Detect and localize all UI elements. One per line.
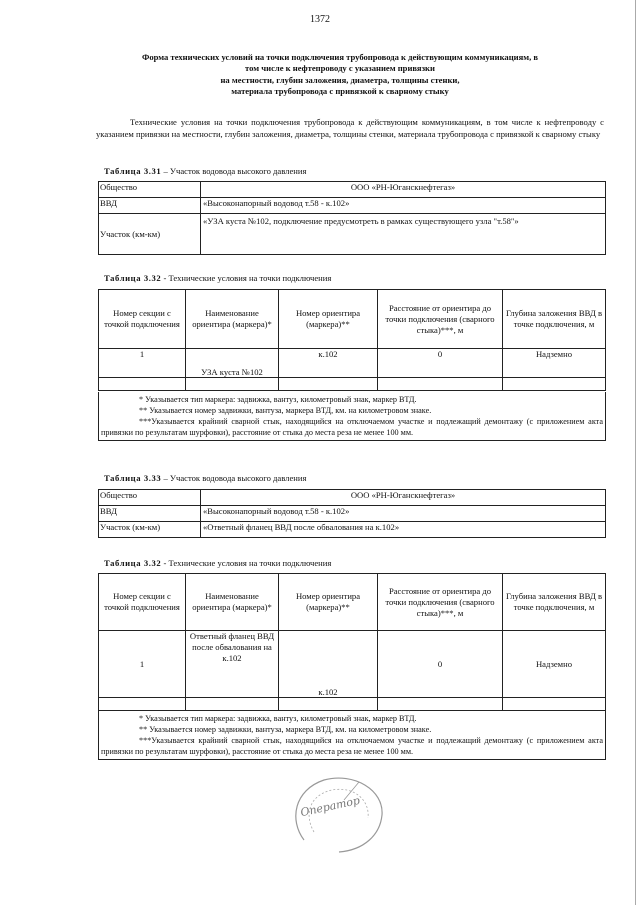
table-cell: «Высоконапорный водовод т.58 - к.102» <box>201 506 606 522</box>
table-row <box>99 631 606 698</box>
column-header: Наименование ориентира (маркера)* <box>186 574 279 631</box>
table-cell: 0 <box>378 349 503 378</box>
table-header-row <box>99 290 606 349</box>
table-row <box>99 522 606 538</box>
column-header: Номер секции с точкой подключения <box>99 290 186 349</box>
table-caption-text: - Технические условия на точки подключения <box>161 558 332 568</box>
table-row <box>99 198 606 214</box>
table-row <box>99 214 606 255</box>
table-cell <box>99 378 186 391</box>
table-cell: ВВД <box>99 198 201 214</box>
column-header: Глубина заложения ВВД в точке подключения, м <box>503 290 606 349</box>
footnote: ***Указывается крайний сварной стык, находящийся на отключаемом участке и подлежащий демонтажу (с приложением акта привязки по результатам шурфовки), расстояние от стыка до места реза не менее 100 мм. <box>101 736 603 756</box>
table-cell: ВВД <box>99 506 201 522</box>
page-number: 1372 <box>310 14 330 25</box>
table-cell <box>186 378 279 391</box>
column-header: Глубина заложения ВВД в точке подключения, м <box>503 574 606 631</box>
table-label: Таблица 3.31 <box>104 166 162 176</box>
table-cell: ООО «РН-Юганскнефтегаз» <box>201 490 606 506</box>
document-title <box>80 52 600 97</box>
table-cell: «Ответный фланец ВВД после обвалования на к.102» <box>201 522 606 538</box>
footnotes-block <box>98 392 606 441</box>
table-cell: Общество <box>99 490 201 506</box>
table-row <box>99 182 606 198</box>
table-cell: Участок (км-км) <box>99 522 201 538</box>
footnote: * Указывается тип маркера: задвижка, вантуз, километровый знак, маркер ВТД. <box>139 395 417 404</box>
scan-edge <box>635 0 636 905</box>
table-caption <box>104 273 331 283</box>
table-cell <box>99 698 186 711</box>
table-cell: к.102 <box>279 631 378 698</box>
table-3-33 <box>98 489 606 538</box>
column-header: Номер ориентира (маркера)** <box>279 290 378 349</box>
column-header: Номер секции с точкой подключения <box>99 574 186 631</box>
table-cell: ООО «РН-Юганскнефтегаз» <box>201 182 606 198</box>
table-3-32-b <box>98 573 606 711</box>
table-cell <box>378 698 503 711</box>
table-cell <box>503 698 606 711</box>
table-caption-text: – Участок водовода высокого давления <box>161 473 307 483</box>
footnote: * Указывается тип маркера: задвижка, вантуз, километровый знак, маркер ВТД. <box>139 714 417 723</box>
footnote: ***Указывается крайний сварной стык, находящийся на отключаемом участке и подлежащий демонтажу (с приложением акта привязки по результатам шурфовки), расстояние от стыка до места реза не менее 100 мм. <box>101 417 603 437</box>
table-header-row <box>99 574 606 631</box>
intro-paragraph: Технические условия на точки подключения трубопровода к действующим коммуникациям, в том числе к нефтепроводу с указанием привязки на местности, глубин заложения, диаметра, толщины стенки, материала трубопровода с привязкой к сварному стыку <box>96 117 604 139</box>
table-row <box>99 698 606 711</box>
table-3-32-a <box>98 289 606 391</box>
title-line: Форма технических условий на точки подключения трубопровода к действующим коммуникациям, в <box>141 52 539 62</box>
title-line: материала трубопровода с привязкой к сварному стыку <box>231 85 449 96</box>
table-caption <box>104 558 331 568</box>
table-cell: Надземно <box>503 349 606 378</box>
table-cell: «Высоконапорный водовод т.58 - к.102» <box>201 198 606 214</box>
footnotes-block <box>98 711 606 760</box>
table-cell: Ответный фланец ВВД после обвалования на к.102 <box>186 631 279 698</box>
table-cell <box>186 698 279 711</box>
table-cell <box>378 378 503 391</box>
table-3-31 <box>98 181 606 255</box>
table-cell: «УЗА куста №102, подключение предусмотреть в рамках существующего узла "т.58"» <box>201 214 606 255</box>
footnote: ** Указывается номер задвижки, вантуза, маркера ВТД, км. на километровом знаке. <box>139 725 432 734</box>
table-cell <box>503 378 606 391</box>
column-header: Наименование ориентира (маркера)* <box>186 290 279 349</box>
table-cell: Общество <box>99 182 201 198</box>
table-cell <box>279 698 378 711</box>
table-cell: Участок (км-км) <box>99 214 201 255</box>
table-row <box>99 378 606 391</box>
table-cell: к.102 <box>279 349 378 378</box>
table-row <box>99 490 606 506</box>
stamp-text: Оператор <box>299 793 362 820</box>
table-caption <box>104 166 306 176</box>
footnote: ** Указывается номер задвижки, вантуза, маркера ВТД, км. на километровом знаке. <box>139 406 432 415</box>
table-cell: 0 <box>378 631 503 698</box>
table-label: Таблица 3.33 <box>104 473 162 483</box>
table-row <box>99 349 606 378</box>
column-header: Номер ориентира (маркера)** <box>279 574 378 631</box>
table-cell: 1 <box>99 631 186 698</box>
table-label: Таблица 3.32 <box>104 558 162 568</box>
table-cell: 1 <box>99 349 186 378</box>
table-caption <box>104 473 306 483</box>
table-cell: УЗА куста №102 <box>186 349 279 378</box>
table-cell <box>279 378 378 391</box>
table-caption-text: - Технические условия на точки подключения <box>161 273 332 283</box>
table-cell: Надземно <box>503 631 606 698</box>
table-row <box>99 506 606 522</box>
title-line: том числе к нефтепроводу с указанием привязки <box>245 63 435 74</box>
table-label: Таблица 3.32 <box>104 273 162 283</box>
title-line: на местности, глубин заложения, диаметра, толщины стенки, <box>220 74 460 85</box>
column-header: Расстояние от ориентира до точки подключения (сварного стыка)***, м <box>378 290 503 349</box>
table-caption-text: – Участок водовода высокого давления <box>161 166 307 176</box>
column-header: Расстояние от ориентира до точки подключения (сварного стыка)***, м <box>378 574 503 631</box>
